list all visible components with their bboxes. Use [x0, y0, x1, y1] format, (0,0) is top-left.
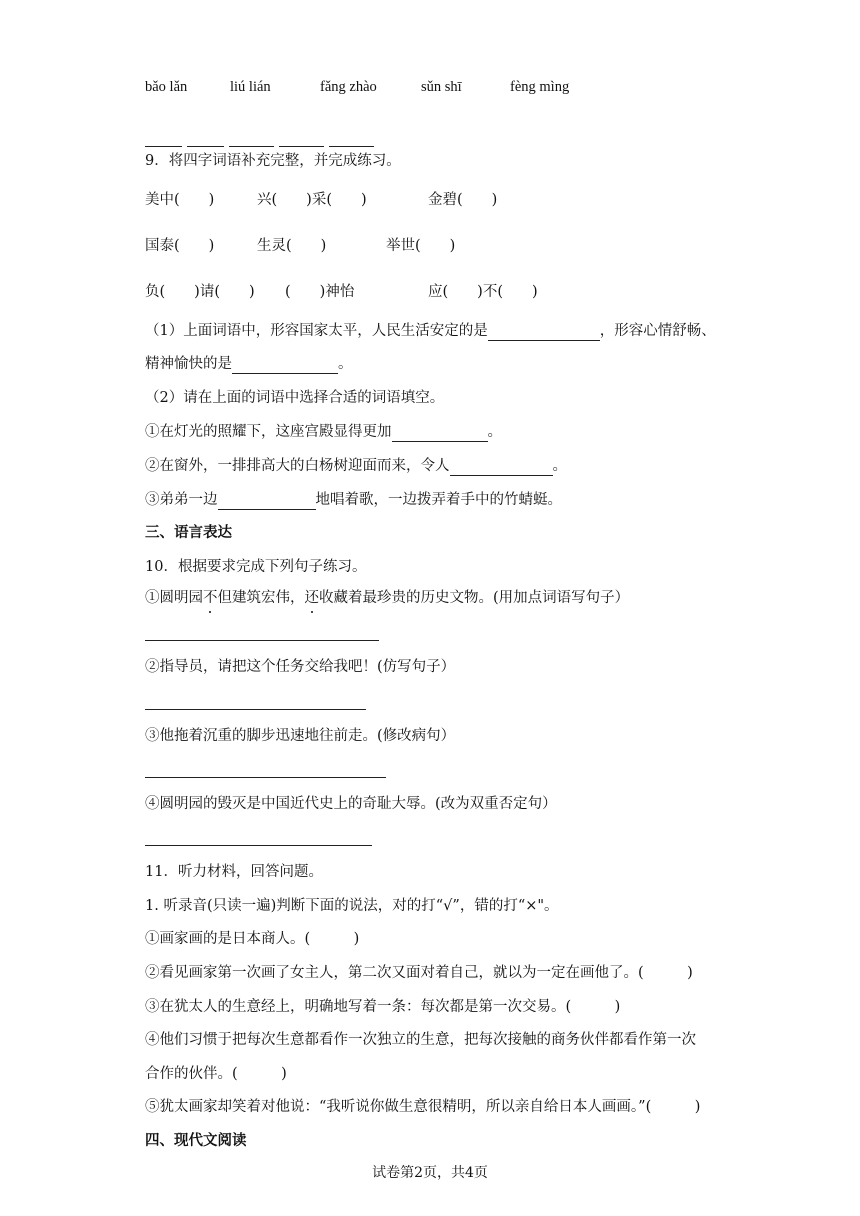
text: 但建筑宏伟， [217, 590, 305, 606]
text: 。 [552, 458, 567, 474]
idiom: 举世( ) [386, 238, 456, 254]
answer-blank[interactable] [392, 425, 488, 442]
q10-item-2: ②指导员，请把这个任务交给我吧！(仿写句子） [145, 659, 456, 675]
q11-item-1: ①画家画的是日本商人。( ) [145, 931, 360, 947]
text: 收藏着最珍贵的历史文物。(用加点词语写句子） [319, 590, 630, 606]
idiom: 金碧( ) [428, 192, 498, 208]
q10-item-3: ③他拖着沉重的脚步迅速地往前走。(修改病句） [145, 728, 456, 744]
answer-blank[interactable] [229, 146, 274, 147]
q11-title: 11．听力材料，回答问题。 [145, 864, 323, 880]
q11-item-4-line2: 合作的伙伴。( ) [145, 1066, 287, 1082]
text: 。 [338, 356, 353, 372]
text: ，形容心情舒畅、 [599, 323, 716, 339]
answer-line[interactable] [145, 640, 379, 641]
q9-sentence-3 [145, 490, 562, 510]
idiom: 兴( )采( ) [257, 192, 367, 208]
q11-item-3: ③在犹太人的生意经上，明确地写着一条：每次都是第一次交易。( ) [145, 999, 621, 1015]
answer-blank[interactable] [232, 357, 338, 374]
answer-line[interactable] [145, 777, 386, 778]
dotted-word: 还 [304, 590, 319, 606]
answer-blank[interactable] [187, 146, 224, 147]
q9-sentence-2 [145, 456, 567, 476]
q9-sentence-1 [145, 422, 502, 442]
answer-blank[interactable] [145, 146, 182, 147]
text: ②在窗外，一排排高大的白杨树迎面而来，令人 [145, 458, 450, 474]
text: （1）上面词语中，形容国家太平，人民生活安定的是 [145, 323, 488, 339]
page-footer: 试卷第2页，共4页 [372, 1165, 488, 1181]
q11-item-5: ⑤犹太画家却笑着对他说：“我听说你做生意很精明，所以亲自给日本人画画。”( ) [145, 1099, 701, 1115]
q9-title: 9．将四字词语补充完整，并完成练习。 [145, 153, 401, 169]
pinyin-answer-blanks[interactable] [145, 128, 379, 147]
answer-blank[interactable] [450, 459, 553, 476]
text: 精神愉快的是 [145, 356, 232, 372]
answer-blank[interactable] [329, 146, 374, 147]
text: ①在灯光的照耀下，这座宫殿显得更加 [145, 424, 392, 440]
q10-title: 10．根据要求完成下列句子练习。 [145, 559, 367, 575]
q10-item-4: ④圆明园的毁灭是中国近代史上的奇耻大辱。(改为双重否定句） [145, 796, 557, 812]
pinyin-5: fèng mìng [510, 79, 570, 95]
answer-line[interactable] [145, 845, 372, 846]
idiom: 生灵( ) [257, 238, 327, 254]
idiom: 负( )请( ) [145, 284, 255, 300]
text: ①圆明园 [145, 590, 203, 606]
idiom: 应( )不( ) [428, 284, 538, 300]
dotted-word: 不 [203, 590, 218, 606]
idiom: 美中( ) [145, 192, 215, 208]
q9-part1-line1 [145, 321, 716, 341]
pinyin-3: fǎng zhào [320, 79, 377, 95]
q9-part2: （2）请在上面的词语中选择合适的词语填空。 [145, 390, 445, 406]
idiom: 国泰( ) [145, 238, 215, 254]
q10-item-1 [145, 588, 629, 608]
answer-line[interactable] [145, 709, 366, 710]
text: ③弟弟一边 [145, 492, 218, 508]
section-heading-4: 四、现代文阅读 [145, 1132, 247, 1149]
text: 地唱着歌，一边拨弄着手中的竹蜻蜓。 [315, 492, 562, 508]
q11-intro: 1. 听录音(只读一遍)判断下面的说法，对的打“√”，错的打“×"。 [145, 898, 559, 914]
q9-part1-line2 [145, 354, 353, 374]
pinyin-2: liú lián [230, 79, 271, 95]
q11-item-4-line1: ④他们习惯于把每次生意都看作一次独立的生意，把每次接触的商务伙伴都看作第一次 [145, 1032, 696, 1048]
answer-blank[interactable] [488, 324, 600, 341]
section-heading-3: 三、语言表达 [145, 524, 232, 541]
pinyin-4: sǔn shī [421, 79, 462, 95]
q11-item-2: ②看见画家第一次画了女主人，第二次又面对着自己，就以为一定在画他了。( ) [145, 965, 693, 981]
idiom: ( )神怡 [285, 284, 355, 300]
answer-blank[interactable] [279, 146, 324, 147]
pinyin-1: bǎo lǎn [145, 79, 188, 95]
text: 。 [487, 424, 502, 440]
answer-blank[interactable] [218, 493, 316, 510]
